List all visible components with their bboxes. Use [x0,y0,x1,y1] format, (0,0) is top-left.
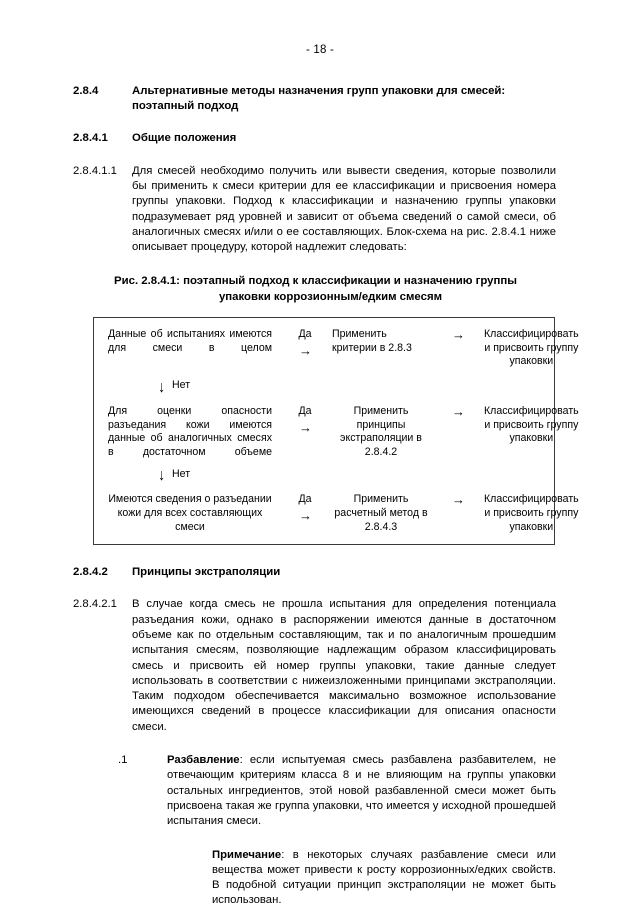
figure-caption-line-1: Рис. 2.8.4.1: поэтапный подход к классификации и назначению группы [114,275,517,288]
page-content [73,84,579,909]
heading-2-8-4-2-title: Принципы экстраполяции [132,566,281,579]
flow-action: Применить принципы экстраполяции в 2.8.4.2 [340,404,422,458]
heading-2-8-4-number: 2.8.4 [73,85,99,97]
flow-no-label: Нет [172,467,191,480]
flow-no-label: Нет [172,379,191,392]
flow-yes-branch [282,328,328,357]
list-item-dilution [73,753,556,829]
flowchart-row [94,492,579,534]
heading-2-8-4-2-number: 2.8.4.2 [73,566,108,579]
flow-action: Применить расчетный метод в 2.8.4.3 [334,493,428,533]
heading-2-8-4-title: Альтернативные методы назначения групп упаковки для смесей: поэтапный подход [132,85,506,113]
flow-no-branch [94,465,554,484]
heading-2-8-4-1-title: Общие положения [132,132,237,145]
paragraph-2-8-4-1-1-number: 2.8.4.1.1 [73,164,117,177]
paragraph-2-8-4-1-1-text: Для смесей необходимо получить или вывести сведения, которые позволили бы применить к смеси критерии для ее классификации и присвоения номера группы упаковки. Подход к классификации и назначению группы упаковки подразумевает ряд уровней и зависит от объема сведений о самой смеси, об аналогичных смесях и/или о ее составляющих. Блок-схема на рис. 2.8.4.1 ниже описывает процедуру, которой надлежит следовать: [132,164,556,254]
flowchart [93,317,579,545]
figure-caption [73,274,556,305]
paragraph-2-8-4-2-1 [73,597,556,735]
list-item-text: : если испытуемая смесь разбавлена разбавителем, не отвечающим критериям класса 8 и не влияющим на группы упаковки остальных ингредиентов, этой новой разбавленной смеси может быть присвоена такая же группа упаковки, что имеется у исходной прошедшей испытания смеси. [167,754,556,828]
flow-result: Классифицировать и присвоить группу упаковки [484,404,579,445]
arrow-right-icon: → [299,507,311,523]
arrow-right-icon: → [299,342,311,358]
heading-2-8-4-1 [73,131,556,146]
heading-2-8-4 [73,84,556,114]
arrow-right-icon: → [452,492,464,508]
heading-2-8-4-1-number: 2.8.4.1 [73,132,108,145]
heading-2-8-4-2 [73,565,556,580]
flow-result: Классифицировать и присвоить группу упаковки [484,493,579,533]
flow-condition: Для оценки опасности разъедания кожи имеются данные об аналогичных смесях в достаточном объеме [108,404,272,458]
flow-yes-branch [282,493,328,522]
flow-yes-label: Да [298,493,312,506]
figure-caption-line-2: упаковки коррозионным/едким смесям [218,290,443,303]
flow-condition: Имеются сведения о разъедании кожи для всех составляющих смеси [108,493,272,533]
flow-yes-label: Да [298,328,312,341]
arrow-down-icon: ↓ [158,465,165,484]
flow-result: Классифицировать и присвоить группу упаковки [484,328,579,368]
paragraph-2-8-4-2-1-number: 2.8.4.2.1 [73,598,117,611]
flow-action: Применить критерии в 2.8.3 [332,328,412,354]
flowchart-row [94,403,579,459]
flow-yes-branch [282,405,328,434]
arrow-down-icon: ↓ [158,376,165,396]
arrow-right-icon: → [452,403,464,419]
paragraph-2-8-4-2-1-text: В случае когда смесь не прошла испытания для определения потенциала разъедания кожи, однако в распоряжении имеются данные в достаточном объеме как по отдельным составляющим, так и по аналогичным прошедшим испытания смесям, позволяющие надлежащим образом классифицировать смесь и присвоить ей номер группы упаковки, такие данные следует использовать в соответствии с нижеизложенными принципами экстраполяции. Таким подходом обеспечивается максимально возможное использование имеющихся сведений в процессе классификации для описания опасности смеси. [132,598,556,733]
flow-no-branch [94,376,554,396]
note-text: : в некоторых случаях разбавление смеси или вещества может привести к росту коррозионных/едких свойств. В подобной ситуации принцип экстраполяции не может быть использован. [212,848,556,907]
flow-yes-label: Да [298,404,312,417]
list-item-body [167,753,556,829]
page-number: - 18 - [305,44,335,56]
paragraph-2-8-4-1-1 [73,164,556,256]
flowchart-row [94,327,579,369]
note-term: Примечание [212,848,282,861]
note-block [212,848,556,909]
list-item-term: Разбавление [167,754,240,767]
flow-condition: Данные об испытаниях имеются для смеси в целом [108,328,272,354]
list-item-number: .1 [118,754,128,767]
arrow-right-icon: → [452,327,464,343]
arrow-right-icon: → [299,419,311,435]
